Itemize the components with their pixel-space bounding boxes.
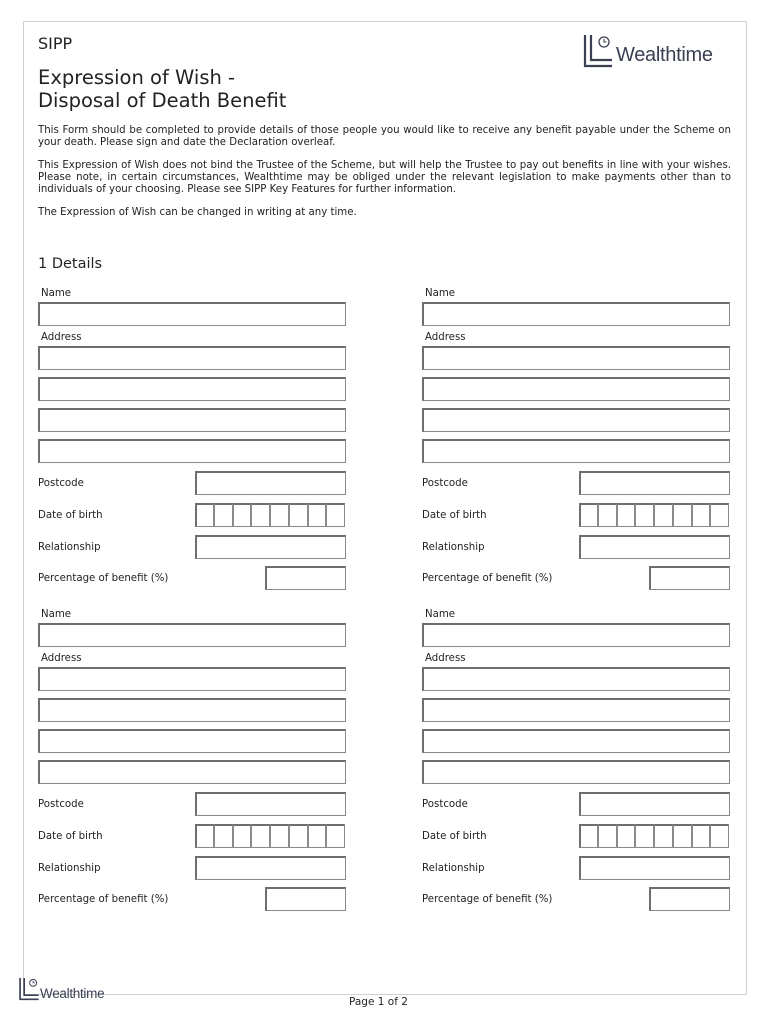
dob-digit-cell[interactable] xyxy=(233,824,252,848)
footer-logo xyxy=(18,976,118,1002)
beneficiary-2-address-label: Address xyxy=(425,332,466,343)
beneficiary-2-address-line-2-input[interactable] xyxy=(422,377,730,401)
dob-digit-cell[interactable] xyxy=(308,503,327,527)
dob-digit-cell[interactable] xyxy=(289,503,308,527)
beneficiary-3-address-line-3-input[interactable] xyxy=(38,729,346,753)
dob-digit-cell[interactable] xyxy=(617,824,636,848)
dob-digit-cell[interactable] xyxy=(598,824,617,848)
dob-digit-cell[interactable] xyxy=(579,824,598,848)
beneficiary-1-postcode-label: Postcode xyxy=(38,478,84,489)
beneficiary-3-address-line-1-input[interactable] xyxy=(38,667,346,691)
dob-digit-cell[interactable] xyxy=(673,824,692,848)
wealthtime-logo-icon xyxy=(582,33,614,69)
beneficiary-1-name-input[interactable] xyxy=(38,302,346,326)
footer-brand-name: Wealthtime xyxy=(40,986,105,1001)
beneficiary-4-address-label: Address xyxy=(425,653,466,664)
beneficiary-2-address-line-4-input[interactable] xyxy=(422,439,730,463)
beneficiary-4-relationship-label: Relationship xyxy=(422,863,485,874)
dob-digit-cell[interactable] xyxy=(579,503,598,527)
title-line-2: Disposal of Death Benefit xyxy=(38,89,287,112)
dob-digit-cell[interactable] xyxy=(270,824,289,848)
dob-digit-cell[interactable] xyxy=(692,824,711,848)
dob-digit-cell[interactable] xyxy=(195,503,214,527)
beneficiary-3-postcode-label: Postcode xyxy=(38,799,84,810)
beneficiary-3-address-line-2-input[interactable] xyxy=(38,698,346,722)
dob-digit-cell[interactable] xyxy=(654,503,673,527)
dob-digit-cell[interactable] xyxy=(326,824,345,848)
beneficiary-1-address-line-1-input[interactable] xyxy=(38,346,346,370)
intro-paragraph-2: This Expression of Wish does not bind the Trustee of the Scheme, but will help the Trustee to pay out benefits in line with your wishes. Please note, in certain circumstances, Wealthtime may be obliged under the relevant legislation to make payments other than to individuals of your choosing. Please see SIPP Key Features for further information. xyxy=(38,160,731,195)
beneficiary-1-relationship-input[interactable] xyxy=(195,535,346,559)
beneficiary-2-percentage-label: Percentage of benefit (%) xyxy=(422,573,553,584)
dob-digit-cell[interactable] xyxy=(233,503,252,527)
beneficiary-3-dob-input[interactable] xyxy=(195,824,345,848)
beneficiary-4-postcode-input[interactable] xyxy=(579,792,730,816)
beneficiary-4-postcode-label: Postcode xyxy=(422,799,468,810)
beneficiary-2-dob-label: Date of birth xyxy=(422,510,487,521)
beneficiary-2-postcode-input[interactable] xyxy=(579,471,730,495)
dob-digit-cell[interactable] xyxy=(214,503,233,527)
dob-digit-cell[interactable] xyxy=(308,824,327,848)
beneficiary-2-relationship-input[interactable] xyxy=(579,535,730,559)
beneficiary-1-dob-input[interactable] xyxy=(195,503,345,527)
section-heading: 1 Details xyxy=(38,256,103,272)
brand-name: Wealthtime xyxy=(616,44,713,66)
beneficiary-4-relationship-input[interactable] xyxy=(579,856,730,880)
dob-digit-cell[interactable] xyxy=(710,824,729,848)
dob-digit-cell[interactable] xyxy=(195,824,214,848)
intro-text xyxy=(38,125,731,230)
beneficiary-1-percentage-input[interactable] xyxy=(265,566,346,590)
beneficiary-4-dob-input[interactable] xyxy=(579,824,729,848)
dob-digit-cell[interactable] xyxy=(635,824,654,848)
beneficiary-4-dob-label: Date of birth xyxy=(422,831,487,842)
dob-digit-cell[interactable] xyxy=(289,824,308,848)
beneficiary-4-percentage-input[interactable] xyxy=(649,887,730,911)
dob-digit-cell[interactable] xyxy=(270,503,289,527)
beneficiary-1-relationship-label: Relationship xyxy=(38,542,101,553)
brand-logo xyxy=(582,33,732,69)
beneficiary-2-name-input[interactable] xyxy=(422,302,730,326)
dob-digit-cell[interactable] xyxy=(654,824,673,848)
beneficiary-1-percentage-label: Percentage of benefit (%) xyxy=(38,573,169,584)
beneficiary-3-name-label: Name xyxy=(41,609,72,620)
beneficiary-3-dob-label: Date of birth xyxy=(38,831,103,842)
form-code: SIPP xyxy=(38,34,73,53)
dob-digit-cell[interactable] xyxy=(710,503,729,527)
beneficiary-3-name-input[interactable] xyxy=(38,623,346,647)
beneficiary-2-address-line-3-input[interactable] xyxy=(422,408,730,432)
form-title xyxy=(38,66,286,112)
beneficiary-4-address-line-1-input[interactable] xyxy=(422,667,730,691)
beneficiary-1-dob-label: Date of birth xyxy=(38,510,103,521)
intro-paragraph-1: This Form should be completed to provide details of those people you would like to receive any benefit payable under the Scheme on your death. Please sign and date the Declaration overleaf. xyxy=(38,125,731,148)
beneficiary-2-name-label: Name xyxy=(425,288,456,299)
beneficiary-2-dob-input[interactable] xyxy=(579,503,729,527)
beneficiary-4-address-line-2-input[interactable] xyxy=(422,698,730,722)
beneficiary-2-address-line-1-input[interactable] xyxy=(422,346,730,370)
beneficiary-2-postcode-label: Postcode xyxy=(422,478,468,489)
beneficiary-1-name-label: Name xyxy=(41,288,72,299)
beneficiary-2-relationship-label: Relationship xyxy=(422,542,485,553)
wealthtime-logo-icon xyxy=(18,976,40,1002)
dob-digit-cell[interactable] xyxy=(673,503,692,527)
beneficiary-1-address-line-2-input[interactable] xyxy=(38,377,346,401)
intro-paragraph-3: The Expression of Wish can be changed in writing at any time. xyxy=(38,207,357,218)
beneficiary-1-address-label: Address xyxy=(41,332,82,343)
beneficiary-4-address-line-3-input[interactable] xyxy=(422,729,730,753)
beneficiary-1-postcode-input[interactable] xyxy=(195,471,346,495)
beneficiary-4-address-line-4-input[interactable] xyxy=(422,760,730,784)
beneficiary-4-percentage-label: Percentage of benefit (%) xyxy=(422,894,553,905)
dob-digit-cell[interactable] xyxy=(251,503,270,527)
dob-digit-cell[interactable] xyxy=(692,503,711,527)
beneficiary-1-address-line-3-input[interactable] xyxy=(38,408,346,432)
dob-digit-cell[interactable] xyxy=(251,824,270,848)
page-number: Page 1 of 2 xyxy=(349,996,408,1008)
dob-digit-cell[interactable] xyxy=(214,824,233,848)
title-line-1: Expression of Wish - xyxy=(38,66,236,89)
beneficiary-3-address-label: Address xyxy=(41,653,82,664)
dob-digit-cell[interactable] xyxy=(598,503,617,527)
dob-digit-cell[interactable] xyxy=(617,503,636,527)
beneficiary-4-name-input[interactable] xyxy=(422,623,730,647)
beneficiary-1-address-line-4-input[interactable] xyxy=(38,439,346,463)
beneficiary-3-relationship-input[interactable] xyxy=(195,856,346,880)
beneficiary-3-relationship-label: Relationship xyxy=(38,863,101,874)
beneficiary-4-name-label: Name xyxy=(425,609,456,620)
beneficiary-3-percentage-label: Percentage of benefit (%) xyxy=(38,894,169,905)
dob-digit-cell[interactable] xyxy=(326,503,345,527)
beneficiary-3-address-line-4-input[interactable] xyxy=(38,760,346,784)
beneficiary-3-postcode-input[interactable] xyxy=(195,792,346,816)
dob-digit-cell[interactable] xyxy=(635,503,654,527)
beneficiary-3-percentage-input[interactable] xyxy=(265,887,346,911)
beneficiary-2-percentage-input[interactable] xyxy=(649,566,730,590)
